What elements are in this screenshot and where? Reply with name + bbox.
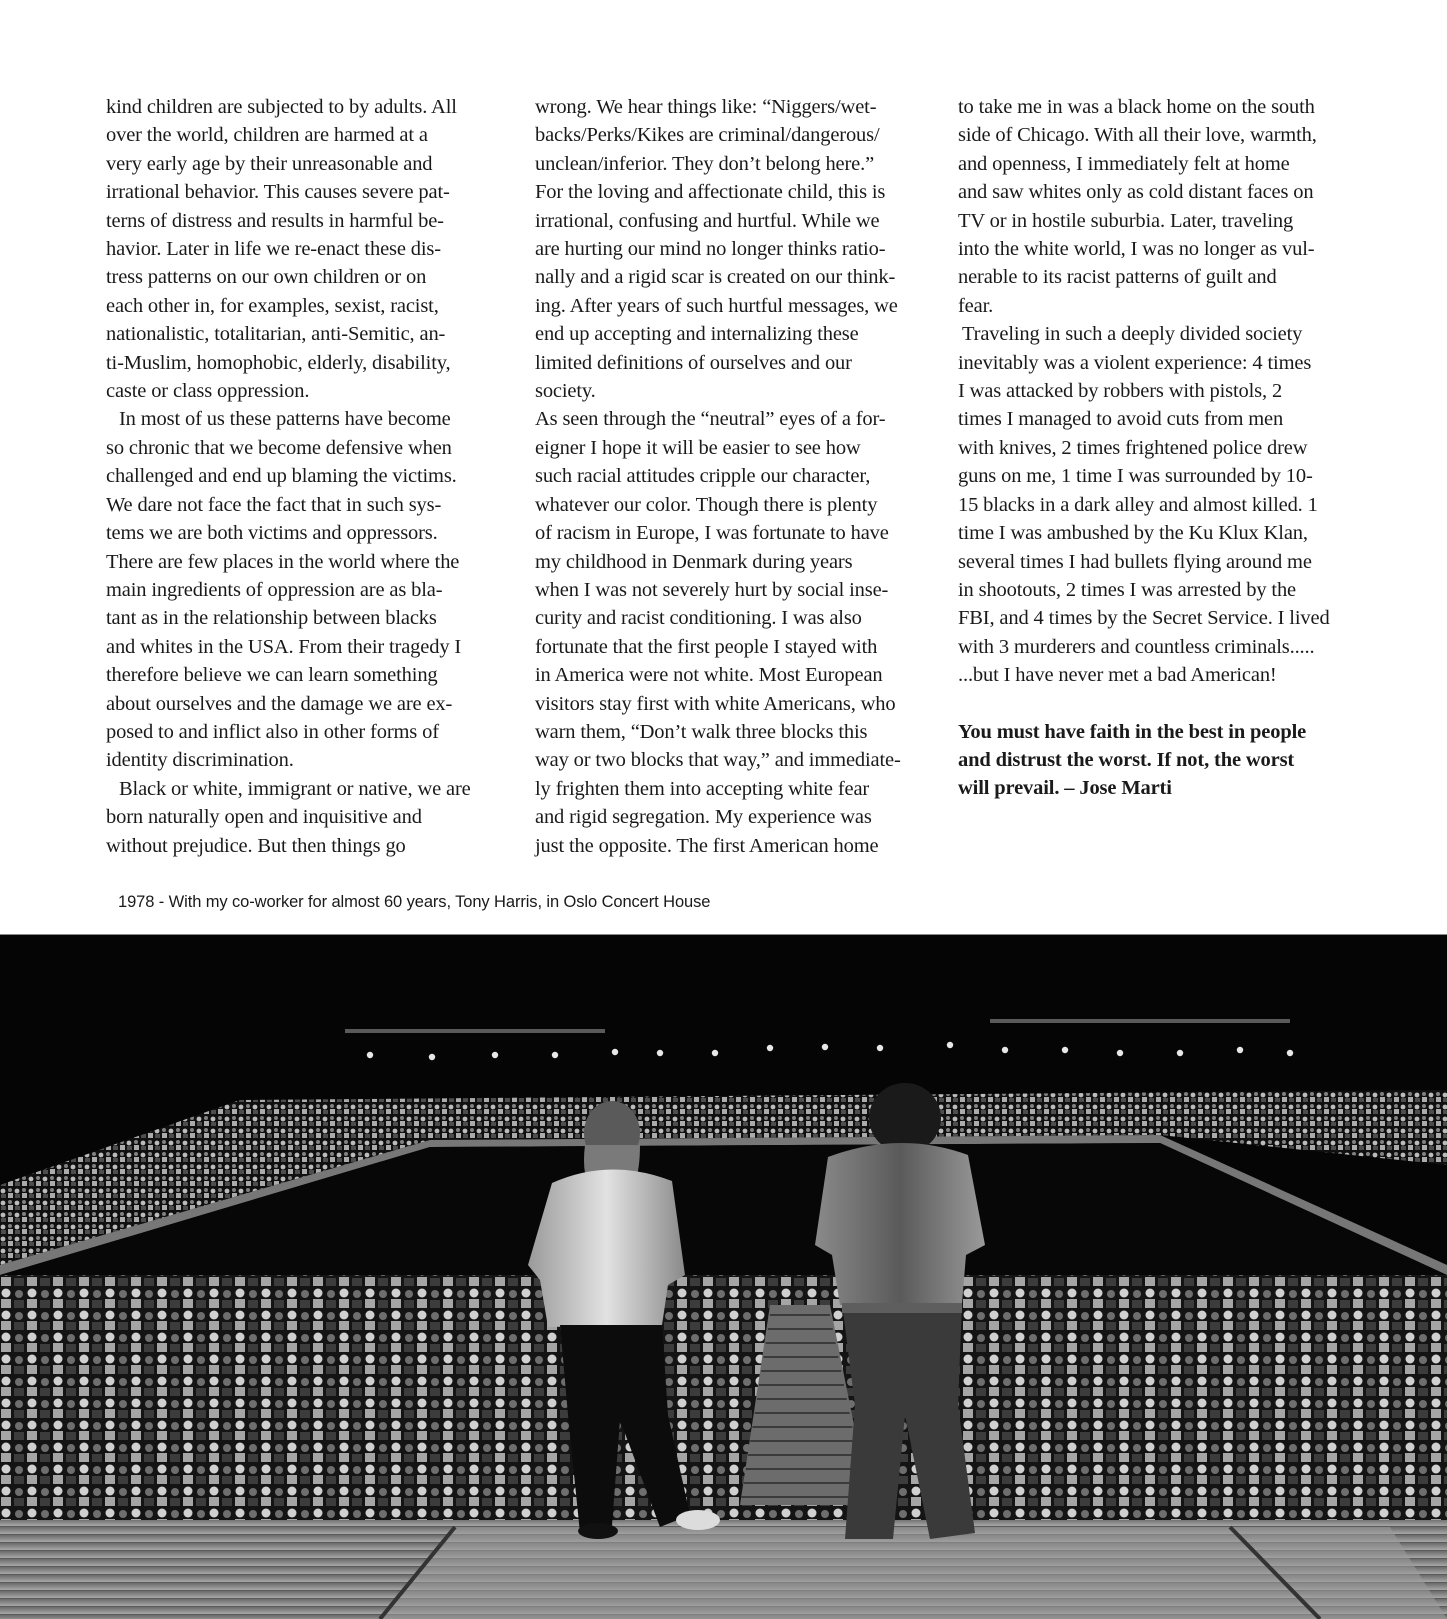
left-man-shirt: [528, 1169, 685, 1327]
text-line: caste or class oppression.: [106, 380, 310, 403]
ceiling-light: [1287, 1050, 1293, 1056]
text-line: and openness, I immediately felt at home: [958, 152, 1290, 175]
text-line: in America were not white. Most European: [535, 664, 883, 687]
ceiling-light: [712, 1050, 718, 1056]
ceiling-light: [429, 1054, 435, 1060]
ceiling-light: [612, 1049, 618, 1055]
text-line: way or two blocks that way,” and immediate-: [535, 749, 901, 772]
text-line: times I managed to avoid cuts from men: [958, 408, 1284, 431]
text-line: nationalistic, totalitarian, anti-Semitic, an-: [106, 323, 446, 346]
text-line: unclean/inferior. They don’t belong here.”: [535, 152, 875, 175]
text-line: end up accepting and internalizing these: [535, 323, 859, 346]
paragraph: [958, 93, 1358, 320]
photo-illustration: [0, 935, 1447, 1619]
text-line: society.: [535, 380, 596, 403]
paragraph: [958, 320, 1358, 689]
text-line: ...but I have never met a bad American!: [958, 664, 1277, 687]
text-line: posed to and inflict also in other forms of: [106, 720, 439, 743]
left-man-shoe: [676, 1510, 720, 1530]
text-line: nerable to its racist patterns of guilt and: [958, 266, 1277, 289]
text-line: terns of distress and results in harmful be-: [106, 209, 444, 232]
text-line: For the loving and affectionate child, this is: [535, 181, 886, 204]
text-line: such racial attitudes cripple our character,: [535, 465, 871, 488]
text-line: In most of us these patterns have become: [119, 408, 451, 431]
text-line: fortunate that the first people I stayed with: [535, 635, 878, 658]
text-line: ly frighten them into accepting white fear: [535, 777, 870, 800]
left-man-shoe: [578, 1523, 618, 1539]
text-line: curity and racist conditioning. I was also: [535, 607, 862, 630]
text-line: to take me in was a black home on the south: [958, 96, 1315, 118]
text-line: identity discrimination.: [106, 749, 294, 772]
photo-caption: 1978 - With my co-worker for almost 60 years, Tony Harris, in Oslo Concert House: [118, 893, 711, 911]
text-line: of racism in Europe, I was fortunate to have: [535, 522, 889, 545]
ceiling-light: [1062, 1047, 1068, 1053]
text-column-1: [106, 93, 506, 860]
text-line: several times I had bullets flying around me: [958, 550, 1312, 573]
text-line: FBI, and 4 times by the Secret Service. I lived: [958, 607, 1330, 630]
ceiling-light: [877, 1045, 883, 1051]
text-line: Black or white, immigrant or native, we are: [119, 777, 471, 800]
text-column-2: [535, 93, 935, 860]
text-column-3: [958, 93, 1358, 803]
paragraph: [106, 93, 506, 405]
text-line: nally and a rigid scar is created on our think-: [535, 266, 896, 289]
text-line: tems we are both victims and oppressors.: [106, 522, 438, 545]
text-line: ing. After years of such hurtful messages, we: [535, 294, 898, 317]
ceiling-light: [492, 1052, 498, 1058]
text-line: so chronic that we become defensive when: [106, 436, 452, 459]
text-line: into the white world, I was no longer as vul-: [958, 238, 1315, 261]
text-line: with knives, 2 times frightened police drew: [958, 436, 1308, 459]
text-line: my childhood in Denmark during years: [535, 550, 853, 573]
quote-line: You must have faith in the best in people: [958, 720, 1307, 743]
text-line: over the world, children are harmed at a: [106, 124, 428, 147]
quote-line: will prevail. – Jose Marti: [958, 777, 1172, 800]
text-line: are hurting our mind no longer thinks ratio-: [535, 238, 886, 261]
text-line: each other in, for examples, sexist, racist,: [106, 294, 439, 317]
ceiling-light: [1237, 1047, 1243, 1053]
text-line: havior. Later in life we re-enact these dis-: [106, 238, 441, 261]
ceiling-light: [767, 1045, 773, 1051]
text-line: without prejudice. But then things go: [106, 834, 406, 857]
paragraph: [106, 775, 506, 860]
text-line: limited definitions of ourselves and our: [535, 351, 852, 374]
text-line: backs/Perks/Kikes are criminal/dangerous/: [535, 124, 880, 147]
text-line: born naturally open and inquisitive and: [106, 806, 422, 829]
quote-line: and distrust the worst. If not, the worst: [958, 748, 1295, 771]
text-line: very early age by their unreasonable and: [106, 152, 433, 175]
ceiling-light: [947, 1042, 953, 1048]
ceiling-light: [1117, 1050, 1123, 1056]
text-line: wrong. We hear things like: “Niggers/wet-: [535, 96, 877, 118]
text-line: warn them, “Don’t walk three blocks this: [535, 720, 868, 743]
text-line: irrational, confusing and hurtful. While we: [535, 209, 880, 232]
pull-quote: [958, 718, 1358, 803]
text-line: when I was not severely hurt by social inse-: [535, 578, 889, 601]
ceiling-light: [1177, 1050, 1183, 1056]
text-line: in shootouts, 2 times I was arrested by the: [958, 578, 1297, 601]
text-line: There are few places in the world where the: [106, 550, 460, 573]
paragraph: [535, 93, 935, 405]
text-line: therefore believe we can learn something: [106, 664, 438, 687]
ceiling-rail: [990, 1019, 1290, 1023]
text-line: 15 blacks in a dark alley and almost killed. 1: [958, 493, 1318, 516]
text-line: and saw whites only as cold distant faces on: [958, 181, 1314, 204]
text-line: time I was ambushed by the Ku Klux Klan,: [958, 522, 1308, 545]
floor-audience: [0, 1275, 1447, 1535]
text-line: about ourselves and the damage we are ex-: [106, 692, 453, 715]
text-line: As seen through the “neutral” eyes of a for-: [535, 408, 886, 431]
ceiling-light: [822, 1044, 828, 1050]
text-line: just the opposite. The first American home: [535, 834, 879, 857]
text-line: inevitably was a violent experience: 4 times: [958, 351, 1312, 374]
text-line: side of Chicago. With all their love, warmth,: [958, 124, 1317, 147]
ceiling-light: [1002, 1047, 1008, 1053]
text-line: Traveling in such a deeply divided society: [962, 323, 1303, 346]
text-line: visitors stay first with white Americans, who: [535, 692, 896, 715]
text-line: whatever our color. Though there is plenty: [535, 493, 878, 516]
text-line: challenged and end up blaming the victims.: [106, 465, 457, 488]
text-line: guns on me, 1 time I was surrounded by 10-: [958, 465, 1313, 488]
ceiling-light: [657, 1050, 663, 1056]
right-man-shirt: [815, 1143, 985, 1305]
text-line: We dare not face the fact that in such sys-: [106, 493, 442, 516]
concert-hall-photo: [0, 934, 1447, 1619]
text-line: ti-Muslim, homophobic, elderly, disability,: [106, 351, 451, 374]
text-line: and whites in the USA. From their tragedy I: [106, 635, 462, 658]
text-line: I was attacked by robbers with pistols, 2: [958, 380, 1283, 403]
text-line: fear.: [958, 294, 994, 317]
ceiling-light: [367, 1052, 373, 1058]
text-line: main ingredients of oppression are as bla-: [106, 578, 443, 601]
text-line: TV or in hostile suburbia. Later, traveling: [958, 209, 1294, 232]
article-body: [106, 93, 1356, 863]
ceiling-rail: [345, 1029, 605, 1033]
text-line: kind children are subjected to by adults. All: [106, 96, 457, 118]
text-line: eigner I hope it will be easier to see how: [535, 436, 861, 459]
text-line: with 3 murderers and countless criminals.....: [958, 635, 1315, 658]
right-man-head: [869, 1083, 941, 1153]
right-man-belt: [842, 1303, 962, 1313]
paragraph: [106, 405, 506, 774]
stage-platform: [380, 1527, 1447, 1619]
paragraph: [535, 405, 935, 860]
text-line: tress patterns on our own children or on: [106, 266, 427, 289]
text-line: and rigid segregation. My experience was: [535, 806, 872, 829]
text-line: tant as in the relationship between blacks: [106, 607, 437, 630]
text-line: irrational behavior. This causes severe pat-: [106, 181, 450, 204]
ceiling-light: [552, 1052, 558, 1058]
